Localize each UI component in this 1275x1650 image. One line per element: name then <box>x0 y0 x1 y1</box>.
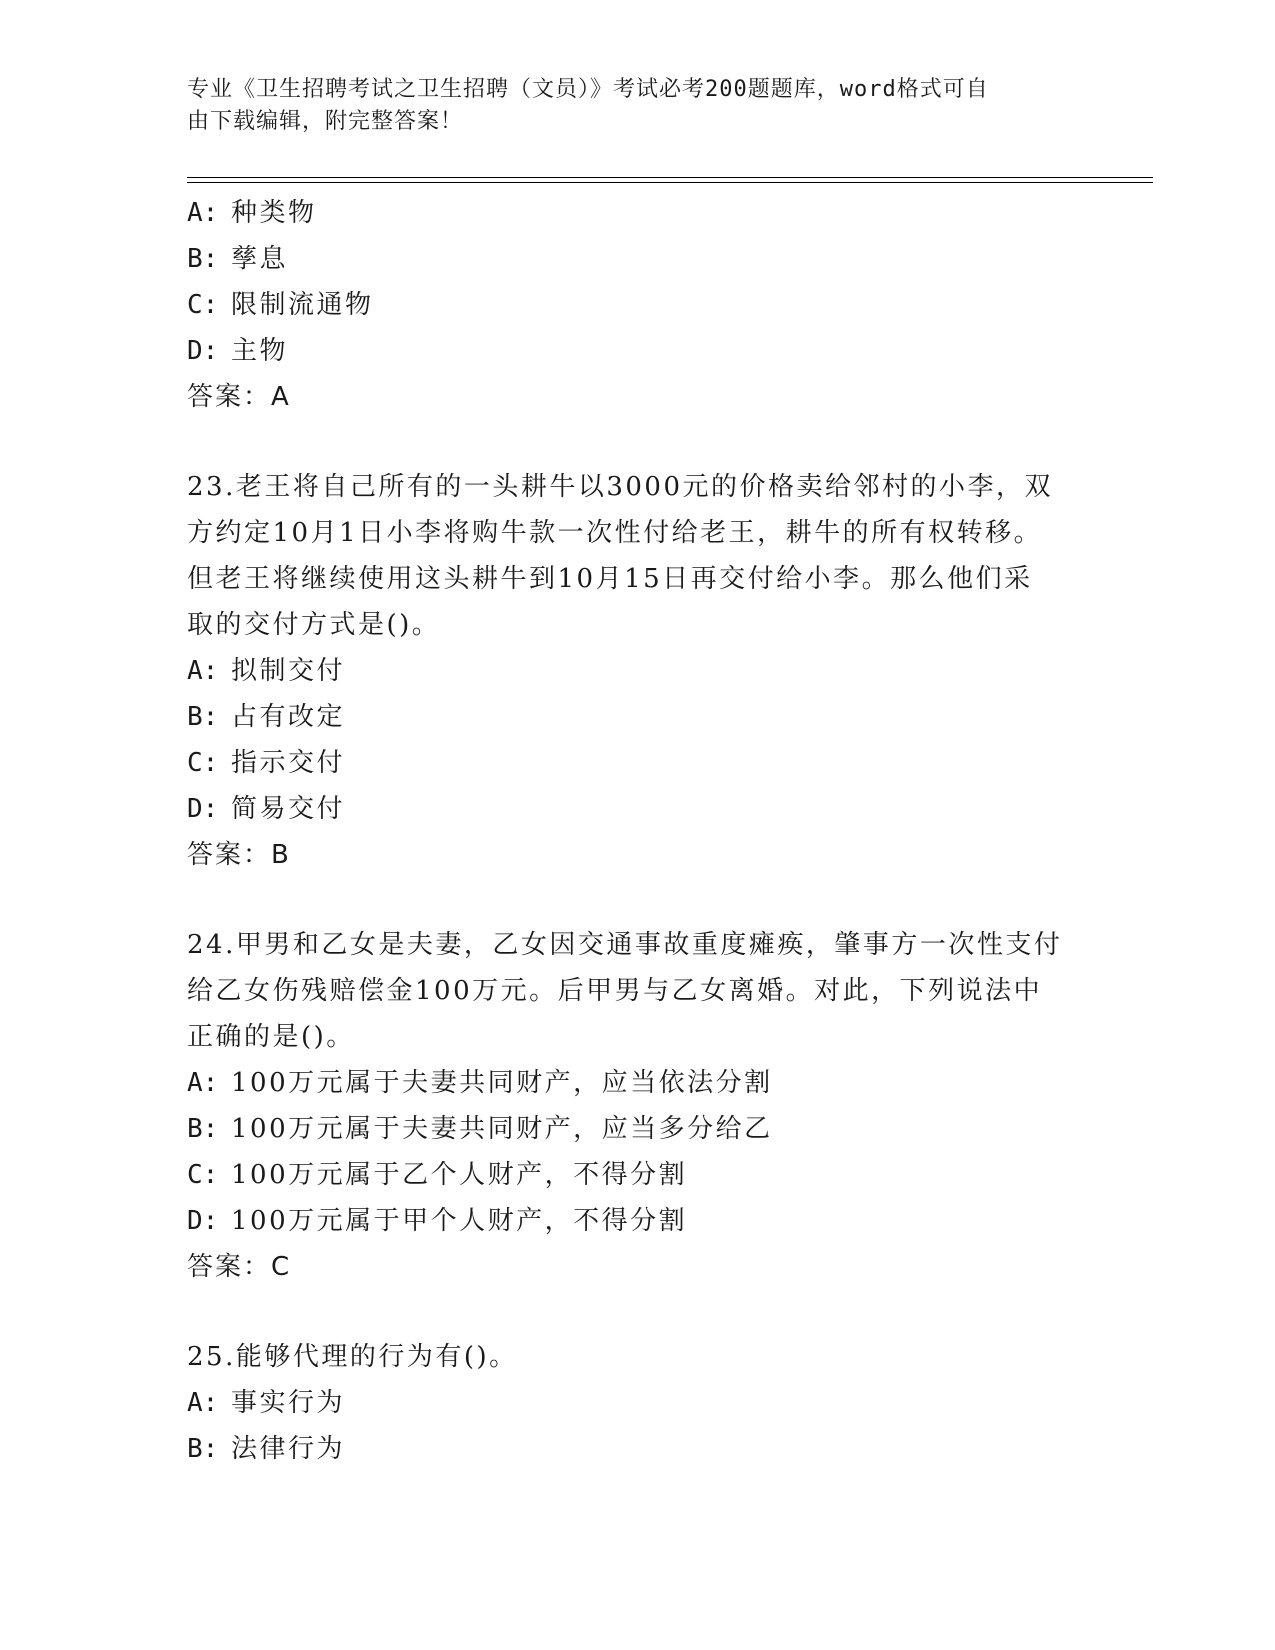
question-text-line: 取的交付方式是()。 <box>187 610 441 640</box>
option-c <box>187 740 1087 786</box>
answer-line: 答案：A <box>187 382 291 412</box>
question-text-line: 23.老王将自己所有的一头耕牛以3000元的价格卖给邻村的小李，双 <box>187 472 1054 502</box>
option-label: A: <box>187 1388 219 1418</box>
option-label: B: <box>187 1434 219 1464</box>
question-list <box>187 190 1087 1472</box>
option-d <box>187 1198 1087 1244</box>
option-label: B: <box>187 1114 219 1144</box>
question-22-continued <box>187 190 1087 420</box>
option-a <box>187 648 1087 694</box>
question-text-line: 24.甲男和乙女是夫妻，乙女因交通事故重度瘫痪，肇事方一次性支付 <box>187 930 1063 960</box>
option-label: A: <box>187 198 219 228</box>
question-24 <box>187 922 1087 1290</box>
option-text: 事实行为 <box>231 1388 346 1418</box>
option-text: 100万元属于夫妻共同财产，应当依法分割 <box>231 1068 773 1098</box>
option-b <box>187 1426 1087 1472</box>
document-header <box>187 74 1067 138</box>
option-text: 100万元属于甲个人财产，不得分割 <box>231 1206 688 1236</box>
question-text <box>187 922 1067 1060</box>
option-c <box>187 1152 1087 1198</box>
option-b <box>187 236 1087 282</box>
option-text: 限制流通物 <box>231 290 374 320</box>
option-text: 拟制交付 <box>231 656 346 686</box>
option-text: 种类物 <box>231 198 317 228</box>
header-divider-top <box>187 177 1153 178</box>
option-label: D: <box>187 336 219 366</box>
option-text: 指示交付 <box>231 748 346 778</box>
option-text: 100万元属于乙个人财产，不得分割 <box>231 1160 688 1190</box>
option-text: 100万元属于夫妻共同财产，应当多分给乙 <box>231 1114 773 1144</box>
header-divider-bottom <box>187 182 1153 183</box>
question-text-line: 给乙女伤残赔偿金100万元。后甲男与乙女离婚。对此，下列说法中 <box>187 976 1043 1006</box>
option-label: B: <box>187 702 219 732</box>
header-line-1: 专业《卫生招聘考试之卫生招聘（文员）》考试必考200题题库，word格式可自 <box>187 77 989 102</box>
option-text: 主物 <box>231 336 289 366</box>
question-text-line: 方约定10月1日小李将购牛款一次性付给老王，耕牛的所有权转移。 <box>187 518 1043 548</box>
option-label: C: <box>187 290 219 320</box>
option-label: C: <box>187 748 219 778</box>
option-text: 简易交付 <box>231 794 346 824</box>
question-text-line: 正确的是()。 <box>187 1022 355 1052</box>
option-a <box>187 190 1087 236</box>
option-c <box>187 282 1087 328</box>
option-a <box>187 1380 1087 1426</box>
option-b <box>187 694 1087 740</box>
option-a <box>187 1060 1087 1106</box>
option-text: 法律行为 <box>231 1434 346 1464</box>
option-label: B: <box>187 244 219 274</box>
option-label: C: <box>187 1160 219 1190</box>
question-text-line: 25.能够代理的行为有()。 <box>187 1342 518 1372</box>
option-label: D: <box>187 1206 219 1236</box>
option-label: A: <box>187 1068 219 1098</box>
option-label: A: <box>187 656 219 686</box>
header-line-2: 由下载编辑，附完整答案！ <box>187 109 464 134</box>
question-text <box>187 464 1067 648</box>
question-23 <box>187 464 1087 878</box>
question-25 <box>187 1334 1087 1472</box>
option-d <box>187 328 1087 374</box>
option-text: 孳息 <box>231 244 289 274</box>
answer-line: 答案：C <box>187 1252 292 1282</box>
option-text: 占有改定 <box>231 702 346 732</box>
option-d <box>187 786 1087 832</box>
answer-line: 答案：B <box>187 840 291 870</box>
question-text-line: 但老王将继续使用这头耕牛到10月15日再交付给小李。那么他们采 <box>187 564 1033 594</box>
option-b <box>187 1106 1087 1152</box>
option-label: D: <box>187 794 219 824</box>
question-text <box>187 1334 1067 1380</box>
